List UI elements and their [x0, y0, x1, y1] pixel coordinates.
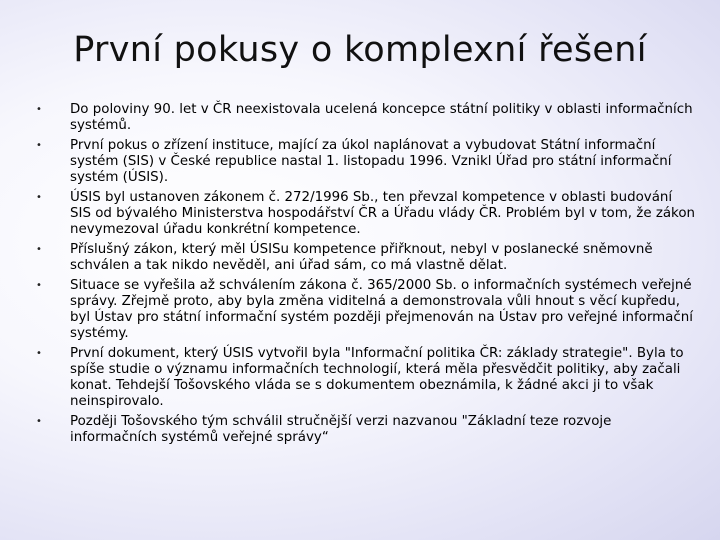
bullet-text: První dokument, který ÚSIS vytvořil byla "Informační politika ČR: základy strategie". Byla to spíše studie o významu informačních technologií, která měla přesvědčit politiky, aby začali konat. Tehdejší Tošovského vláda se s dokumentem obeznámila, k žádné akci ji to však neinspirovalo. — [70, 346, 684, 409]
bullet-dot-icon: • — [36, 104, 42, 115]
bullet-text: Do poloviny 90. let v ČR neexistovala ucelená koncepce státní politiky v oblasti informačních systémů. — [70, 102, 693, 133]
bullet-text: Situace se vyřešila až schválením zákona č. 365/2000 Sb. o informačních systémech veřejné správy. Zřejmě proto, aby byla změna viditelná a demonstrovala vůli hnout s věcí kupředu, byl Ústav pro státní informační systém později přejmenován na Ústav pro veřejné informační systémy. — [70, 278, 693, 341]
bullet-text: První pokus o zřízení instituce, mající za úkol naplánovat a vybudovat Státní informační systém (SIS) v České republice nastal 1. listopadu 1996. Vznikl Úřad pro státní informační systém (ÚSIS). — [70, 138, 672, 185]
bullet-item-7 — [36, 414, 696, 446]
bullet-dot-icon: • — [36, 416, 42, 427]
bullet-text: ÚSIS byl ustanoven zákonem č. 272/1996 Sb., ten převzal kompetence v oblasti budování SIS od bývalého Ministerstva hospodářství ČR a Úřadu vlády ČR. Problém byl v tom, že zákon nevymezoval úřadu konkrétní kompetence. — [70, 190, 696, 237]
bullet-dot-icon: • — [36, 140, 42, 151]
bullet-item-1 — [36, 102, 696, 134]
bullet-item-6 — [36, 346, 696, 410]
bullet-item-5 — [36, 278, 696, 342]
bullet-item-3 — [36, 190, 696, 238]
bullet-text: Příslušný zákon, který měl ÚSISu kompetence přiřknout, nebyl v poslanecké sněmovně schválen a tak nikdo nevěděl, ani úřad sám, co má vlastně dělat. — [70, 242, 653, 273]
bullet-item-4 — [36, 242, 696, 274]
bullet-list — [36, 102, 696, 450]
bullet-text: Později Tošovského tým schválil stručnější verzi nazvanou "Základní teze rozvoje informačních systémů veřejné správy“ — [70, 414, 612, 445]
bullet-dot-icon: • — [36, 244, 42, 255]
slide-title: První pokusy o komplexní řešení — [73, 30, 647, 70]
bullet-dot-icon: • — [36, 280, 42, 291]
bullet-item-2 — [36, 138, 696, 186]
bullet-dot-icon: • — [36, 348, 42, 359]
bullet-dot-icon: • — [36, 192, 42, 203]
